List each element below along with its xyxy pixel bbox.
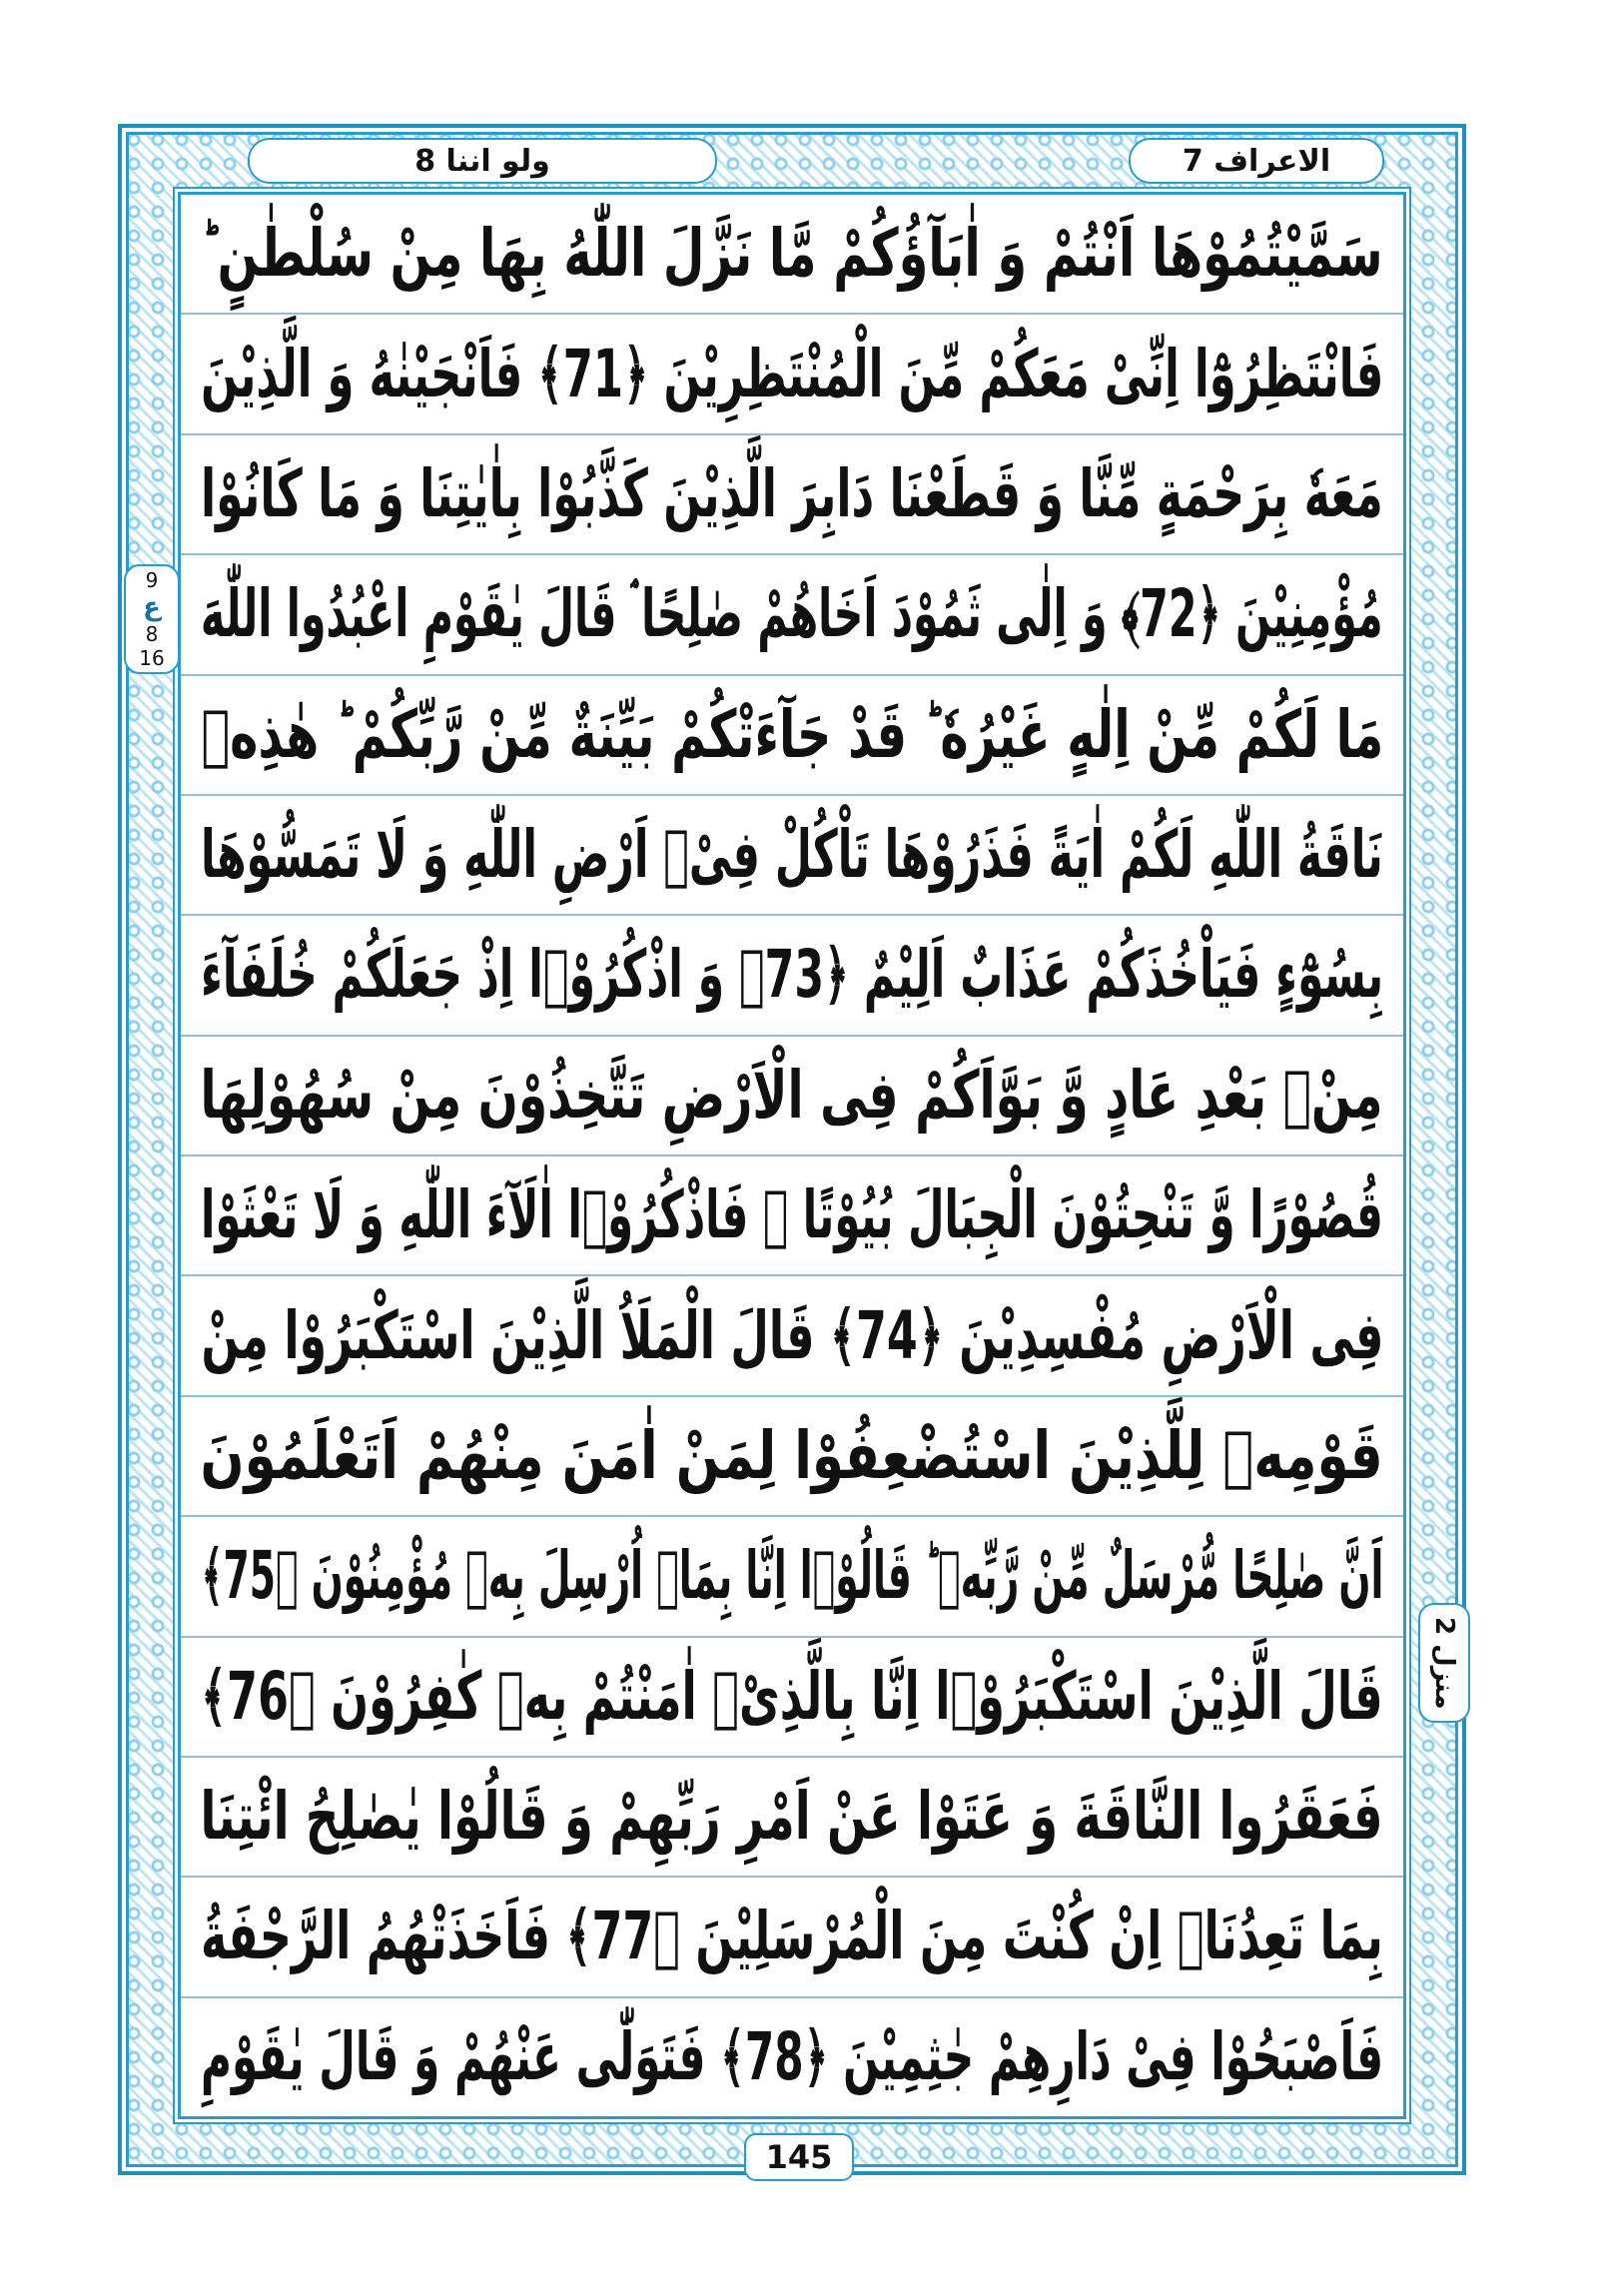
text-line — [181, 796, 1403, 916]
line-text: قَوْمِهٖ لِلَّذِیْنَ اسْتُضْعِفُوْا لِمَنْ اٰمَنَ مِنْهُمْ اَتَعْلَمُوْنَ — [200, 1416, 1384, 1494]
text-line — [181, 1998, 1403, 2116]
line-text: فَانْتَظِرُوْٓا اِنِّیْ مَعَكُمْ مِّنَ الْمُنْتَظِرِیْنَ ﴿71﴾ فَاَنْجَیْنٰهُ وَ الَّذِیْنَ — [200, 335, 1384, 412]
ruku-marker — [124, 564, 180, 674]
ruku-symbol: ع — [143, 592, 161, 622]
line-text: مُؤْمِنِیْنَ ﴿72﴾ وَ اِلٰی ثَمُوْدَ اَخَاهُمْ صٰلِحًا ۘ قَالَ یٰقَوْمِ اعْبُدُوا اللّٰهَ — [201, 575, 1383, 653]
line-text: فِی الْاَرْضِ مُفْسِدِیْنَ ﴿74﴾ قَالَ الْمَلَاُ الَّذِیْنَ اسْتَكْبَرُوْا مِنْ — [201, 1296, 1383, 1374]
line-text: قُصُوْرًا وَّ تَنْحِتُوْنَ الْجِبَالَ بُیُوْتًا ۚ فَاذْكُرُوْۤا اٰلَآءَ اللّٰهِ وَ لَا تَعْثَوْا — [201, 1176, 1383, 1254]
line-text: فَاَصْبَحُوْا فِیْ دَارِهِمْ جٰثِمِیْنَ ﴿78﴾ فَتَوَلّٰی عَنْهُمْ وَ قَالَ یٰقَوْمِ — [200, 2017, 1384, 2095]
text-line — [181, 195, 1403, 315]
line-text: بِمَا تَعِدُنَاۤ اِنْ كُنْتَ مِنَ الْمُرْسَلِیْنَ ﴿77﴾ فَاَخَذَتْهُمُ الرَّجْفَةُ — [201, 1898, 1383, 1975]
verse-lines — [181, 195, 1403, 2116]
manzil-label: منزل 2 — [1429, 1616, 1459, 1710]
page-number: 145 — [744, 2133, 854, 2181]
text-line — [181, 1276, 1403, 1396]
text-line — [181, 1638, 1403, 1758]
line-text: اَنَّ صٰلِحًا مُّرْسَلٌ مِّنْ رَّبِّهٖ ؕ قَالُوْۤا اِنَّا بِمَاۤ اُرْسِلَ بِهٖ مُؤْمِنُوْنَ ﴿75﴾ — [201, 1537, 1383, 1615]
text-panel — [178, 192, 1406, 2119]
line-text: نَاقَةُ اللّٰهِ لَكُمْ اٰیَةً فَذَرُوْهَا تَاْكُلْ فِیْۤ اَرْضِ اللّٰهِ وَ لَا تَمَسُّوْهَا — [201, 816, 1383, 894]
para-title: ولو اننا 8 — [248, 138, 717, 184]
text-line — [181, 1517, 1403, 1637]
line-text: مَا لَكُمْ مِّنْ اِلٰهٍ غَیْرُهٗ ؕ قَدْ جَآءَتْكُمْ بَیِّنَةٌ مِّنْ رَّبِّكُمْ ؕ هٰذِهٖ — [201, 695, 1383, 773]
text-line — [181, 676, 1403, 796]
text-line — [181, 1037, 1403, 1156]
ruku-bottom-number: 16 — [139, 646, 165, 670]
text-line — [181, 315, 1403, 434]
text-line — [181, 1758, 1403, 1878]
text-line — [181, 1156, 1403, 1276]
text-line — [181, 916, 1403, 1036]
text-line — [181, 1397, 1403, 1517]
line-text: قَالَ الَّذِیْنَ اسْتَكْبَرُوْۤا اِنَّا بِالَّذِیْۤ اٰمَنْتُمْ بِهٖ كٰفِرُوْنَ ﴿76﴾ — [201, 1657, 1383, 1735]
text-line — [181, 435, 1403, 555]
line-text: بِسُوْٓءٍ فَیَاْخُذَكُمْ عَذَابٌ اَلِیْمٌ ﴿73﴾ وَ اذْكُرُوْۤا اِذْ جَعَلَكُمْ خُلَفَآءَ — [200, 936, 1384, 1014]
manzil-marker — [1418, 1603, 1470, 1723]
line-text: سَمَّيْتُمُوْهَا اَنْتُمْ وَ اٰبَآؤُكُمْ مَّا نَزَّلَ اللّٰهُ بِهَا مِنْ سُلْطٰنٍ ؕ — [201, 215, 1383, 293]
surah-title: الاعراف 7 — [1129, 138, 1384, 184]
text-line — [181, 1878, 1403, 1997]
ruku-top-number: 9 — [145, 568, 159, 592]
line-text: فَعَقَرُوا النَّاقَةَ وَ عَتَوْا عَنْ اَمْرِ رَبِّهِمْ وَ قَالُوْا یٰصٰلِحُ ائْتِنَا — [200, 1778, 1384, 1856]
line-text: مِنْۢ بَعْدِ عَادٍ وَّ بَوَّاَكُمْ فِی الْاَرْضِ تَتَّخِذُوْنَ مِنْ سُهُوْلِهَا — [200, 1056, 1384, 1134]
line-text: مَعَهٗ بِرَحْمَةٍ مِّنَّا وَ قَطَعْنَا دَابِرَ الَّذِیْنَ كَذَّبُوْا بِاٰیٰتِنَا وَ مَا كَانُوْا — [201, 454, 1383, 532]
ruku-middle-number: 8 — [145, 622, 159, 646]
text-line — [181, 555, 1403, 675]
